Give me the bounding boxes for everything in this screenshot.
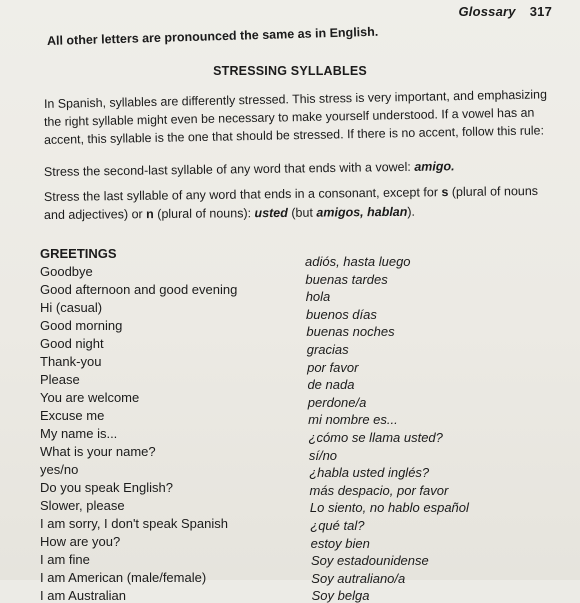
spanish-term: ¿habla usted inglés? xyxy=(309,465,430,481)
english-term: What is your name? xyxy=(40,444,156,459)
rule-consonant-text-e: (but xyxy=(287,205,317,220)
spanish-term: ¿qué tal? xyxy=(310,518,365,533)
rule-example-plurals: amigos, hablan xyxy=(316,204,408,220)
rule-consonant-s: s xyxy=(441,185,449,200)
spanish-term: buenas tardes xyxy=(305,271,388,287)
rule-consonant-text-c: and adjectives) or xyxy=(43,207,147,222)
spanish-term: Soy belga xyxy=(311,588,370,603)
rule-consonant-n: n xyxy=(146,207,154,222)
english-term: How are you? xyxy=(40,534,121,549)
spanish-term: gracias xyxy=(306,342,349,357)
stress-rule-vowel xyxy=(44,159,455,179)
rule-example-usted: usted xyxy=(254,205,288,221)
rule-vowel-example: amigo. xyxy=(414,159,455,174)
rule-consonant-text-b: (plural of nouns xyxy=(448,183,539,200)
spanish-term: más despacio, por favor xyxy=(309,482,449,498)
english-term: Good morning xyxy=(40,318,123,333)
rule-consonant-text-f: ). xyxy=(407,204,416,219)
english-term: I am fine xyxy=(40,552,90,567)
english-term: My name is... xyxy=(40,426,118,441)
spanish-term: sí/no xyxy=(308,447,338,463)
english-term: yes/no xyxy=(40,462,79,477)
stress-rule-consonant-line-1 xyxy=(44,184,538,204)
spanish-term: por favor xyxy=(307,359,359,375)
paragraph-line-2: the right syllable might even be necessary to make yourself understood. If a vowel has an xyxy=(43,105,535,129)
rule-consonant-text-d: (plural of nouns): xyxy=(153,206,255,222)
page-number: 317 xyxy=(529,4,552,19)
english-term: I am sorry, I don't speak Spanish xyxy=(40,516,228,531)
spanish-term: hola xyxy=(305,289,331,305)
running-header xyxy=(458,4,552,19)
english-term: Thank-you xyxy=(40,354,102,369)
spanish-term: Lo siento, no hablo español xyxy=(309,500,469,516)
english-term: Good afternoon and good evening xyxy=(40,282,238,297)
other-letters-note: All other letters are pronounced the same as in English. xyxy=(46,24,379,48)
english-term: Do you speak English? xyxy=(40,480,173,495)
spanish-term: perdone/a xyxy=(307,394,367,410)
rule-vowel-text: Stress the second-last syllable of any word that ends with a vowel: xyxy=(43,159,415,179)
paragraph-line-3: accent, this syllable is the one that should be stressed. If there is no accent, follow this rule: xyxy=(43,123,545,147)
spanish-term: Soy autraliano/a xyxy=(311,570,406,586)
spanish-term: de nada xyxy=(307,377,355,393)
english-term: I am Australian xyxy=(40,588,126,603)
english-term: Hi (casual) xyxy=(40,300,103,315)
english-term: Slower, please xyxy=(40,498,125,513)
stress-rule-consonant-line-2 xyxy=(44,205,415,222)
header-title: Glossary xyxy=(458,4,516,19)
rule-consonant-text-a: Stress the last syllable of any word that ends in a consonant, except for xyxy=(43,185,442,204)
spanish-term: adiós, hasta luego xyxy=(305,254,411,269)
spanish-term: buenos días xyxy=(306,306,377,322)
english-term: Excuse me xyxy=(40,408,105,423)
english-term: Please xyxy=(40,372,80,387)
english-term: Goodbye xyxy=(40,264,93,279)
spanish-term: Soy estadounidense xyxy=(310,553,429,569)
paragraph-line-1: In Spanish, syllables are differently stressed. This stress is very important, and emphasizing xyxy=(43,87,548,111)
spanish-term: buenas noches xyxy=(306,324,395,340)
english-term: Good night xyxy=(40,336,104,351)
section-heading: STRESSING SYLLABLES xyxy=(213,64,367,78)
english-term: You are welcome xyxy=(40,390,140,405)
spanish-term: estoy bien xyxy=(310,535,370,551)
english-term: I am American (male/female) xyxy=(40,570,207,585)
glossary-section-title: GREETINGS xyxy=(40,246,117,261)
spanish-term: mi nombre es... xyxy=(308,412,398,428)
spanish-term: ¿cómo se llama usted? xyxy=(308,430,443,445)
